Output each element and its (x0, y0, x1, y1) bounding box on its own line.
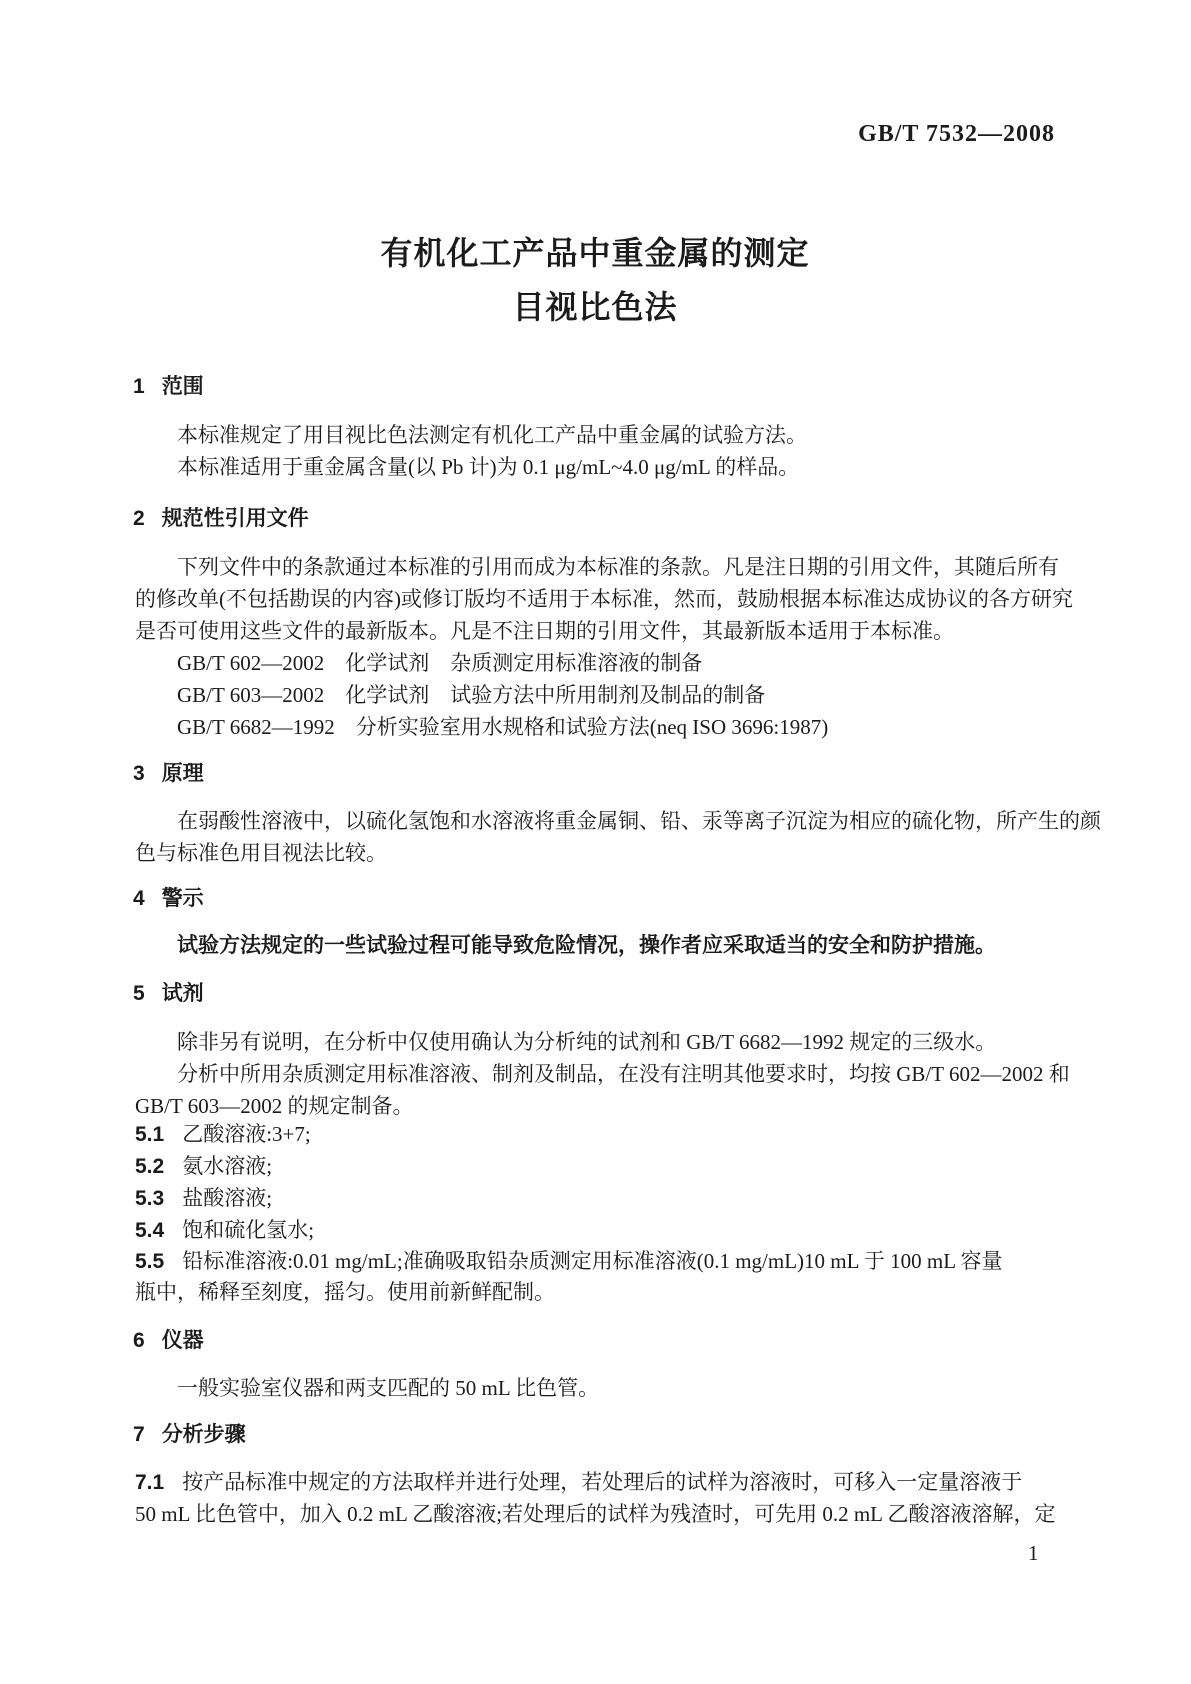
normative-reference-1: GB/T 602—2002 化学试剂 杂质测定用标准溶液的制备 (177, 651, 703, 675)
clause-5-2-text: 氨水溶液; (182, 1154, 273, 1178)
clause-5-4-number: 5.4 (135, 1219, 165, 1242)
section-1-heading (133, 371, 1073, 403)
section-2-number: 2 (133, 507, 145, 530)
section-1-paragraph-1: 本标准规定了用目视比色法测定有机化工产品中重金属的试验方法。 (177, 423, 807, 447)
clause-5-2-number: 5.2 (135, 1155, 165, 1178)
clause-5-4-text: 饱和硫化氢水; (182, 1218, 315, 1242)
warning-paragraph: 试验方法规定的一些试验过程可能导致危险情况，操作者应采取适当的安全和防护措施。 (177, 934, 996, 957)
document-title (135, 226, 1055, 334)
clause-7-1-number: 7.1 (135, 1471, 165, 1494)
clause-7-1-line-2: 50 mL 比色管中，加入 0.2 mL 乙酸溶液;若处理后的试样为残渣时，可先用 0.2 mL 乙酸溶液溶解，定 (135, 1502, 1056, 1526)
clause-7-1-line-1 (135, 1466, 1085, 1499)
section-2-paragraph-line-1: 下列文件中的条款通过本标准的引用而成为本标准的条款。凡是注日期的引用文件，其随后所有 (177, 555, 1059, 579)
normative-reference-2: GB/T 603—2002 化学试剂 试验方法中所用制剂及制品的制备 (177, 683, 766, 707)
standard-number: GB/T 7532—2008 (858, 121, 1055, 147)
section-5-title: 试剂 (161, 982, 204, 1005)
clause-5-5-number: 5.5 (135, 1250, 165, 1273)
document-title-line-2: 目视比色法 (512, 289, 678, 325)
section-5-paragraph-2-line-2: GB/T 603—2002 的规定制备。 (135, 1094, 414, 1118)
section-7-title: 分析步骤 (161, 1423, 246, 1446)
section-3-heading (133, 758, 1073, 790)
section-5-paragraph-2-line-1: 分析中所用杂质测定用标准溶液、制剂及制品，在没有注明其他要求时，均按 GB/T 602—2002 和 (177, 1062, 1070, 1086)
section-2-title: 规范性引用文件 (161, 507, 309, 530)
section-2-paragraph-line-3: 是否可使用这些文件的最新版本。凡是不注日期的引用文件，其最新版本适用于本标准。 (135, 619, 954, 643)
section-2-paragraph-line-2: 的修改单(不包括勘误的内容)或修订版均不适用于本标准，然而，鼓励根据本标准达成协议的各方研究 (135, 587, 1073, 611)
section-3-paragraph-line-2: 色与标准色用目视法比较。 (135, 841, 387, 865)
section-6-number: 6 (133, 1329, 145, 1352)
clause-5-2 (135, 1150, 1085, 1183)
normative-reference-3: GB/T 6682—1992 分析实验室用水规格和试验方法(neq ISO 3696:1987) (177, 715, 829, 739)
section-7-number: 7 (133, 1423, 145, 1446)
section-6-paragraph-1: 一般实验室仪器和两支匹配的 50 mL 比色管。 (177, 1376, 600, 1400)
section-6-heading (133, 1325, 1073, 1357)
clause-5-5-text-line-1: 铅标准溶液:0.01 mg/mL;准确吸取铅杂质测定用标准溶液(0.1 mg/mL)10 mL 于 100 mL 容量 (182, 1249, 1003, 1273)
section-4-title: 警示 (161, 887, 204, 910)
page-number: 1 (1028, 1541, 1039, 1565)
document-title-line-1: 有机化工产品中重金属的测定 (380, 235, 810, 271)
clause-5-3-text: 盐酸溶液; (182, 1186, 273, 1210)
section-2-heading (133, 503, 1073, 535)
section-4-heading (133, 883, 1073, 915)
section-7-heading (133, 1419, 1073, 1451)
section-3-paragraph-line-1: 在弱酸性溶液中，以硫化氢饱和水溶液将重金属铜、铅、汞等离子沉淀为相应的硫化物，所产生的颜 (177, 809, 1101, 833)
clause-5-3 (135, 1182, 1085, 1215)
clause-5-1-text: 乙酸溶液:3+7; (182, 1122, 311, 1146)
section-1-number: 1 (133, 375, 145, 398)
clause-5-5-line-1 (135, 1245, 1085, 1278)
section-5-heading (133, 978, 1073, 1010)
clause-5-1 (135, 1118, 1085, 1151)
clause-7-1-text-line-1: 按产品标准中规定的方法取样并进行处理，若处理后的试样为溶液时，可移入一定量溶液于 (182, 1470, 1023, 1494)
clause-5-5-line-2: 瓶中，稀释至刻度，摇匀。使用前新鲜配制。 (135, 1280, 555, 1304)
section-1-title: 范围 (161, 375, 204, 398)
section-6-title: 仪器 (161, 1329, 204, 1352)
section-3-title: 原理 (161, 762, 204, 785)
section-3-number: 3 (133, 762, 145, 785)
section-5-paragraph-1: 除非另有说明，在分析中仅使用确认为分析纯的试剂和 GB/T 6682—1992 规定的三级水。 (177, 1030, 997, 1054)
clause-5-4 (135, 1214, 1085, 1247)
section-5-number: 5 (133, 982, 145, 1005)
section-1-paragraph-2: 本标准适用于重金属含量(以 Pb 计)为 0.1 μg/mL~4.0 μg/mL 的样品。 (177, 455, 800, 479)
clause-5-1-number: 5.1 (135, 1123, 165, 1146)
clause-5-3-number: 5.3 (135, 1187, 165, 1210)
section-4-number: 4 (133, 887, 145, 910)
